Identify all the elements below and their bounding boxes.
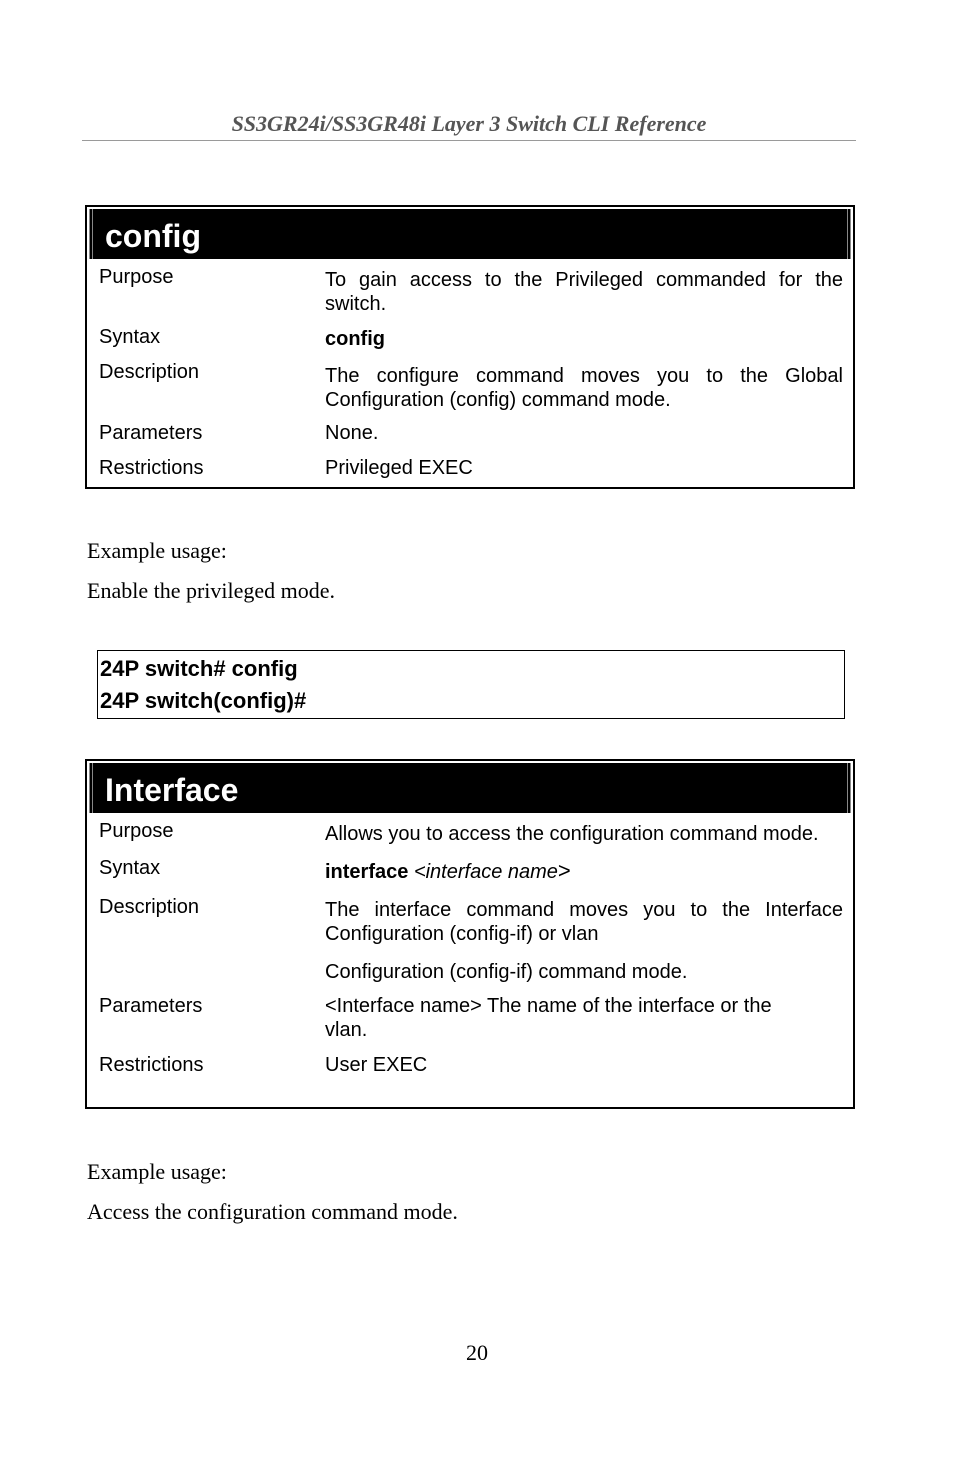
restrictions-label: Restrictions <box>99 457 204 479</box>
example-usage-label-2: Example usage: <box>87 1159 227 1184</box>
restrictions-value: Privileged EXEC <box>325 457 473 479</box>
purpose-value: Allows you to access the configuration command mode. <box>325 823 819 845</box>
syntax-command: interface <box>325 861 409 883</box>
syntax-label: Syntax <box>99 326 161 348</box>
header-title: SS3GR24i/SS3GR48i Layer 3 Switch CLI Reference <box>231 111 707 136</box>
syntax-row <box>87 325 853 351</box>
purpose-row <box>87 265 853 316</box>
description-row <box>87 360 853 412</box>
code-line: 24P switch# config <box>100 656 298 681</box>
description-row <box>87 895 853 984</box>
syntax-close: > <box>557 858 571 883</box>
parameters-row <box>87 421 853 445</box>
description-continuation: Configuration (config-if) command mode. <box>325 961 688 983</box>
syntax-argument: <interface name <box>413 861 558 883</box>
parameters-label: Parameters <box>99 422 203 444</box>
description-label: Description <box>99 896 200 918</box>
description-text: The interface command moves you to the Interface Configuration (config-if) or vlan <box>325 899 843 945</box>
parameters-value: <Interface name> The name of the interface or the vlan. <box>325 995 772 1041</box>
restrictions-row <box>87 456 853 480</box>
syntax-value <box>325 859 843 884</box>
purpose-label: Purpose <box>99 820 174 842</box>
parameters-row <box>87 994 853 1042</box>
syntax-row <box>87 856 853 884</box>
example-usage-label-1: Example usage: <box>87 538 227 563</box>
description-value <box>325 898 843 984</box>
page-number: 20 <box>466 1340 488 1365</box>
config-command-table <box>85 205 855 489</box>
purpose-value: To gain access to the Privileged commanded for the switch. <box>325 269 843 315</box>
purpose-label: Purpose <box>99 266 174 288</box>
purpose-row <box>87 819 853 846</box>
description-label: Description <box>99 361 200 383</box>
code-example-box <box>97 650 845 719</box>
parameters-value: None. <box>325 422 379 444</box>
example-description-2: Access the configuration command mode. <box>87 1199 458 1224</box>
restrictions-label: Restrictions <box>99 1054 204 1076</box>
restrictions-value: User EXEC <box>325 1054 428 1076</box>
example-description-1: Enable the privileged mode. <box>87 578 336 603</box>
syntax-value: config <box>325 328 385 350</box>
description-value: The configure command moves you to the Global Configuration (config) command mode. <box>325 365 843 411</box>
syntax-label: Syntax <box>99 857 161 879</box>
interface-command-table <box>85 759 855 1109</box>
restrictions-row <box>87 1053 853 1077</box>
interface-command-title: Interface <box>89 763 851 813</box>
parameters-label: Parameters <box>99 995 203 1017</box>
config-command-title: config <box>89 209 851 259</box>
running-header <box>82 110 856 141</box>
code-line: 24P switch(config)# <box>100 688 307 713</box>
